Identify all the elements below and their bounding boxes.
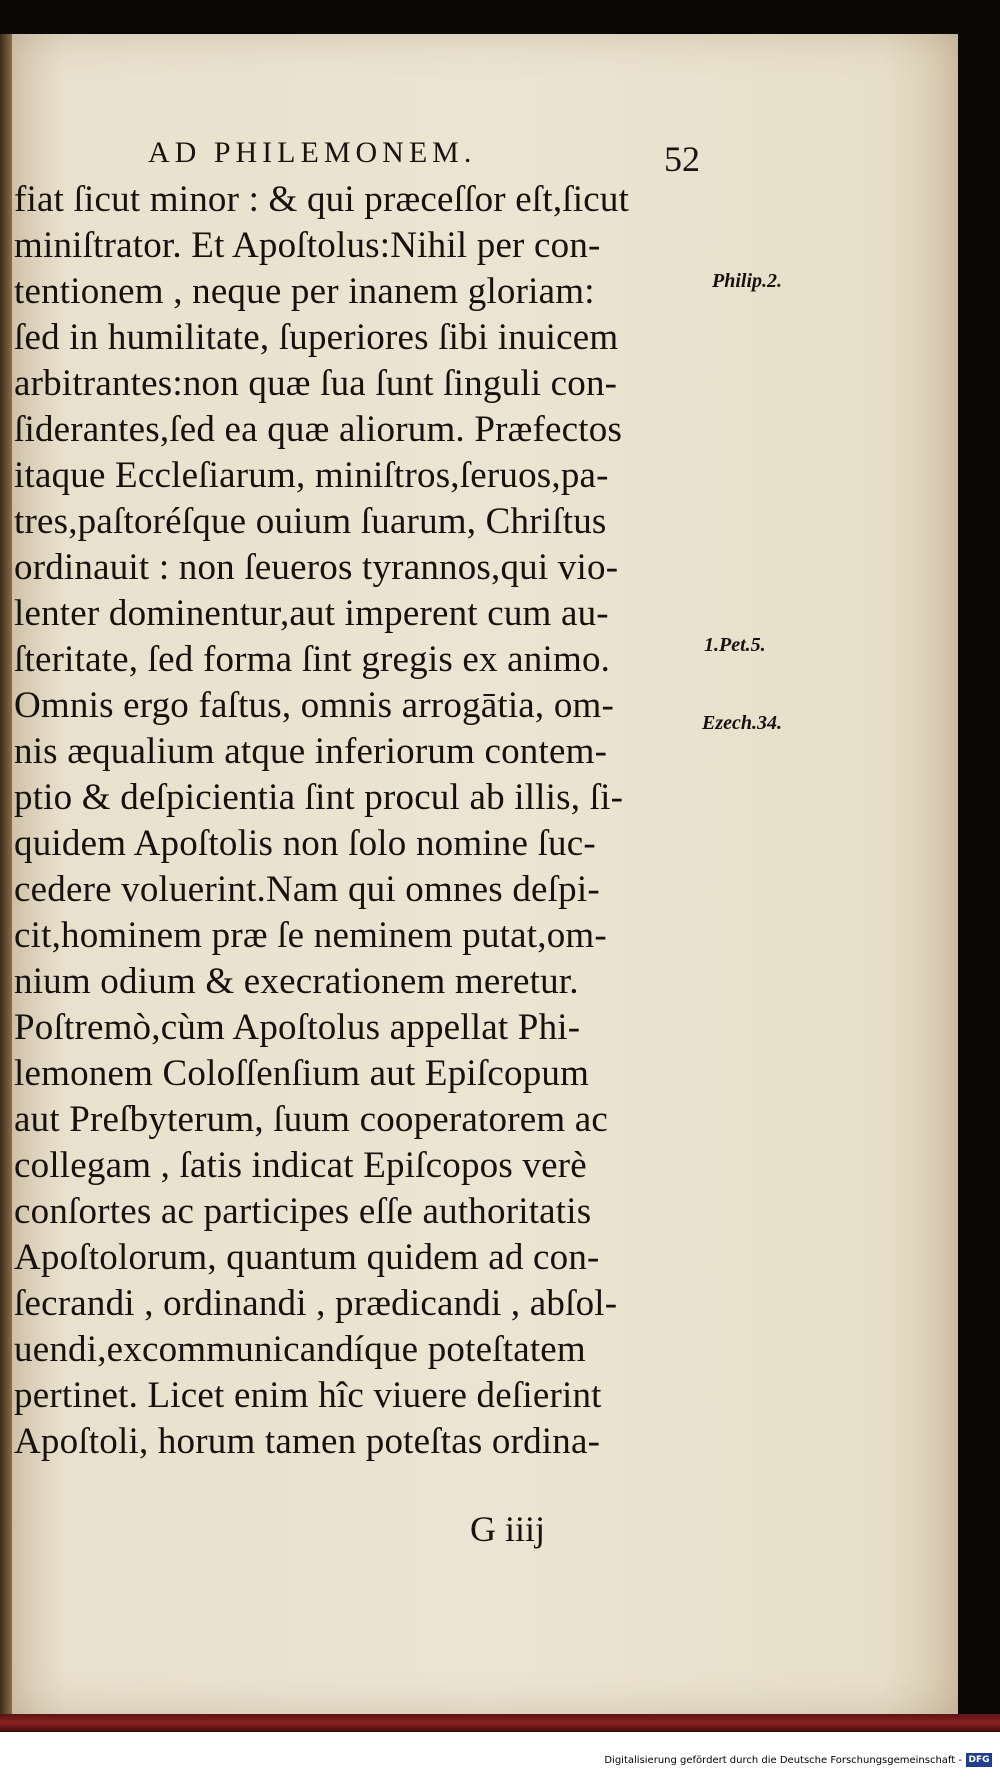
text-line: cedere voluerint.Nam qui omnes deſpi- [14, 869, 600, 910]
dfg-logo: DFG [966, 1753, 992, 1767]
text-line: lemonem Coloſſenſium aut Epiſcopum [14, 1053, 590, 1094]
text-line: aut Preſbyterum, ſuum cooperatorem ac [14, 1099, 609, 1140]
digitization-credit: Digitalisierung gefördert durch die Deutsche Forschungsgemeinschaft - [604, 1755, 962, 1766]
signature-mark: G iiij [470, 1509, 546, 1549]
text-line: ordinauit : non ſeueros tyrannos,qui vio- [14, 547, 619, 588]
text-line: tres,paſtoréſque ouium ſuarum, Chriſtus [14, 501, 607, 542]
text-line: nium odium & execrationem meretur. [14, 961, 579, 1002]
text-line: Apoſtoli, horum tamen poteſtas ordina- [14, 1421, 601, 1462]
text-line: itaque Eccleſiarum, miniſtros,ſeruos,pa- [14, 455, 609, 496]
text-line: conſortes ac participes eſſe authoritatis [14, 1191, 592, 1232]
text-line: arbitrantes:non quæ ſua ſunt ſinguli con- [14, 363, 618, 404]
marginal-note: Philip.2. [712, 270, 783, 292]
text-line: fiat ſicut minor : & qui præceſſor eſt,ſicut [14, 179, 630, 220]
running-header: AD PHILEMONEM. [148, 136, 477, 169]
marginal-note: 1.Pet.5. [704, 634, 766, 656]
text-line: ſecrandi , ordinandi , prædicandi , abſol- [14, 1283, 618, 1324]
text-line: cit,hominem præ ſe neminem putat,om- [14, 915, 607, 956]
text-line: Poſtremò,cùm Apoſtolus appellat Phi- [14, 1007, 581, 1048]
text-line: collegam , ſatis indicat Epiſcopos verè [14, 1145, 587, 1186]
text-line: ptio & deſpicientia ſint procul ab illis, ſi- [14, 777, 624, 818]
text-line: miniſtrator. Et Apoſtolus:Nihil per con- [14, 225, 601, 266]
text-line: tentionem , neque per inanem gloriam: [14, 271, 595, 312]
text-line: pertinet. Licet enim hîc viuere deſierint [14, 1375, 602, 1416]
text-line: ſteritate, ſed forma ſint gregis ex animo. [14, 639, 611, 680]
text-line: Omnis ergo faſtus, omnis arrogātia, om- [14, 685, 615, 726]
text-line: lenter dominentur,aut imperent cum au- [14, 593, 609, 634]
text-line: ſed in humilitate, ſuperiores ſibi inuicem [14, 317, 619, 358]
text-line: Apoſtolorum, quantum quidem ad con- [14, 1237, 600, 1278]
marginal-note: Ezech.34. [702, 712, 782, 734]
page-number: 52 [664, 139, 700, 179]
scanner-red-band [0, 1714, 1000, 1732]
text-line: ſiderantes,ſed ea quæ aliorum. Præfectos [14, 409, 623, 450]
page-binding-edge [0, 34, 12, 1714]
text-line: quidem Apoſtolis non ſolo nomine ſuc- [14, 823, 596, 864]
text-line: nis æqualium atque inferiorum contem- [14, 731, 608, 772]
text-line: uendi,excommunicandíque poteſtatem [14, 1329, 586, 1370]
